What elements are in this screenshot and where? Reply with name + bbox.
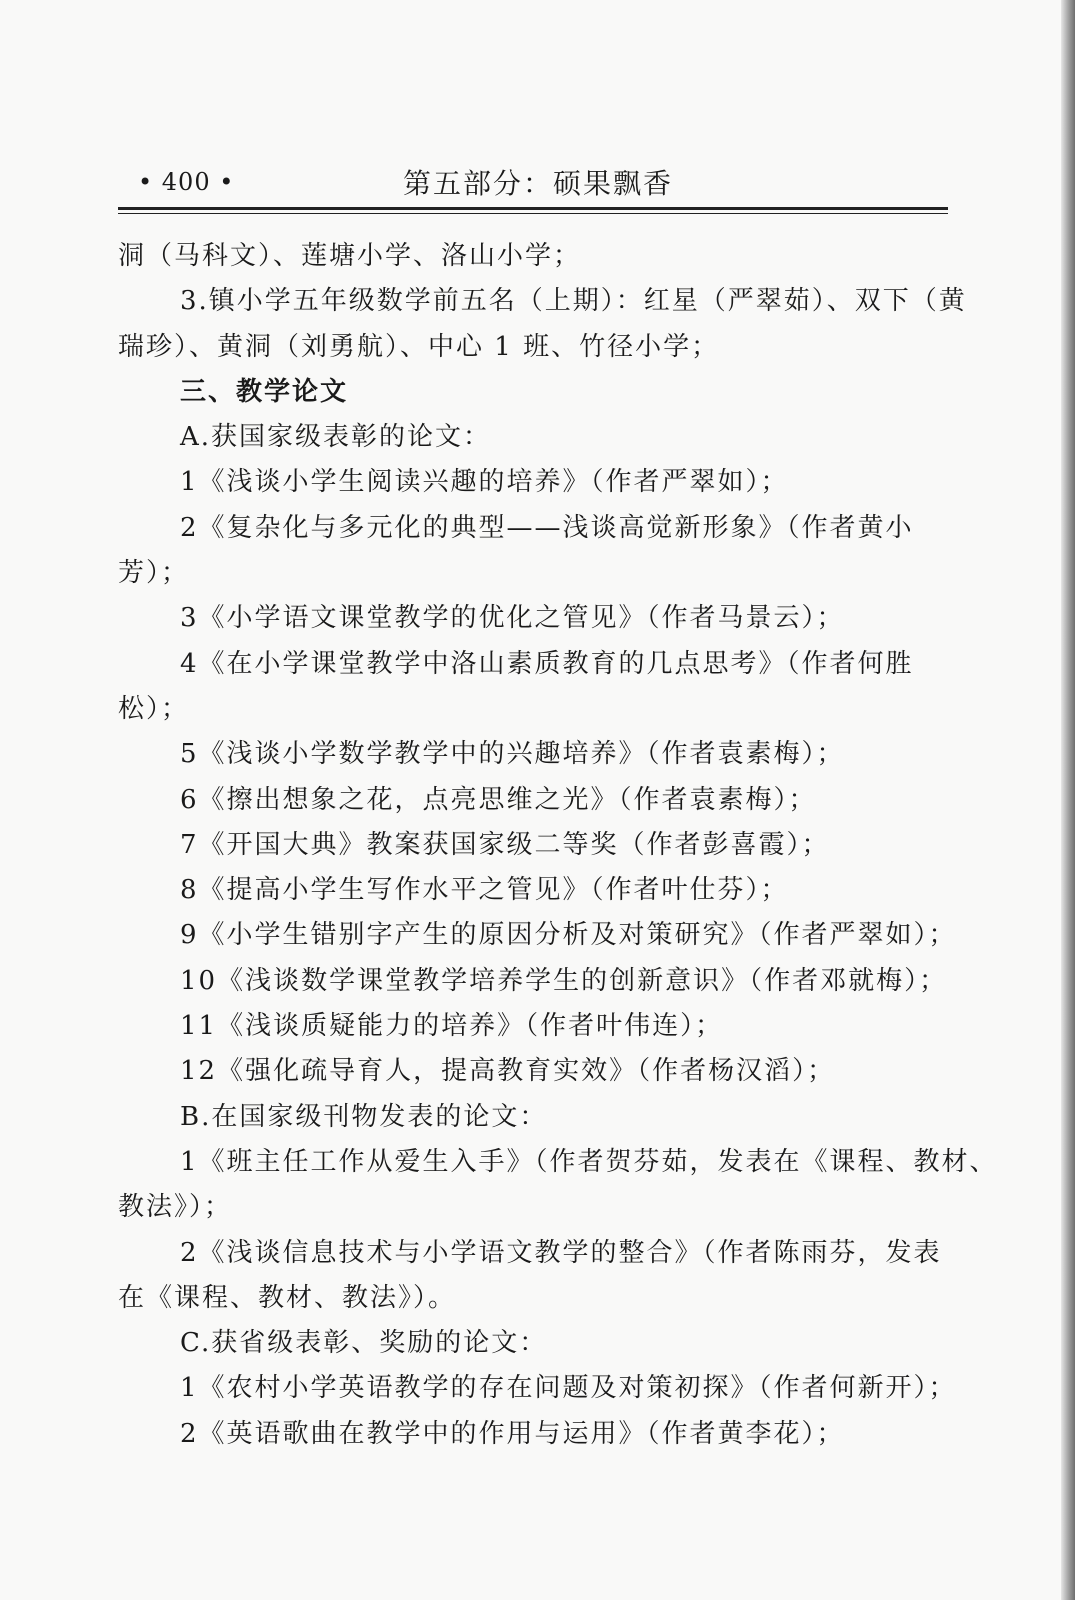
list-item: 2《复杂化与多元化的典型——浅谈高觉新形象》（作者黄小	[180, 512, 914, 543]
subsection-heading: C.获省级表彰、奖励的论文：	[180, 1328, 548, 1359]
list-item-continuation: 在《课程、教材、教法》）。	[118, 1282, 457, 1313]
list-item: 1《浅谈小学生阅读兴趣的培养》（作者严翠如）；	[180, 467, 789, 498]
text-line: 洞（马科文）、莲塘小学、洛山小学；	[118, 241, 582, 271]
running-title: 第五部分：硕果飘香	[403, 167, 674, 200]
list-item-continuation: 芳）；	[118, 558, 190, 589]
running-header	[118, 160, 948, 204]
text-line: 瑞珍）、黄洞（刘勇航）、中心 1 班、竹径小学；	[118, 331, 720, 362]
list-item: 3《小学语文课堂教学的优化之管见》（作者马景云）；	[180, 603, 845, 634]
page-edge-shadow	[1061, 0, 1075, 1600]
page-number: • 400 •	[138, 168, 235, 196]
list-item: 8《提高小学生写作水平之管见》（作者叶仕芬）；	[180, 875, 789, 906]
list-item: 12《强化疏导育人，提高教育实效》（作者杨汉滔）；	[180, 1056, 836, 1087]
header-rule-thin	[118, 213, 948, 214]
list-item: 4《在小学课堂教学中洛山素质教育的几点思考》（作者何胜	[180, 648, 914, 679]
list-item: 7《开国大典》教案获国家级二等奖（作者彭喜霞）；	[180, 829, 830, 860]
subsection-heading: B.在国家级刊物发表的论文：	[180, 1101, 548, 1132]
list-item: 1《班主任工作从爱生入手》（作者贺芬茹，发表在《课程、教材、	[180, 1146, 998, 1177]
list-item: 9《小学生错别字产生的原因分析及对策研究》（作者严翠如）；	[180, 920, 957, 951]
list-item-continuation: 松）；	[118, 693, 190, 724]
list-item: 11《浅谈质疑能力的培养》（作者叶伟连）；	[180, 1011, 724, 1042]
subsection-heading: A.获国家级表彰的论文：	[180, 422, 492, 453]
body-text	[118, 234, 998, 1457]
text-line: 3.镇小学五年级数学前五名（上期）：红星（严翠茹）、双下（黄	[180, 286, 967, 317]
list-item: 5《浅谈小学数学教学中的兴趣培养》（作者袁素梅）；	[180, 739, 845, 770]
list-item: 2《浅谈信息技术与小学语文教学的整合》（作者陈雨芬，发表	[180, 1237, 942, 1268]
list-item: 1《农村小学英语教学的存在问题及对策初探》（作者何新开）；	[180, 1373, 957, 1404]
list-item: 10《浅谈数学课堂教学培养学生的创新意识》（作者邓就梅）；	[180, 965, 948, 996]
header-rule-thick	[118, 207, 948, 210]
section-heading: 三、教学论文	[180, 376, 349, 407]
list-item-continuation: 教法》）；	[118, 1192, 233, 1223]
list-item: 2《英语歌曲在教学中的作用与运用》（作者黄李花）；	[180, 1418, 845, 1449]
list-item: 6《擦出想象之花，点亮思维之光》（作者袁素梅）；	[180, 784, 817, 815]
